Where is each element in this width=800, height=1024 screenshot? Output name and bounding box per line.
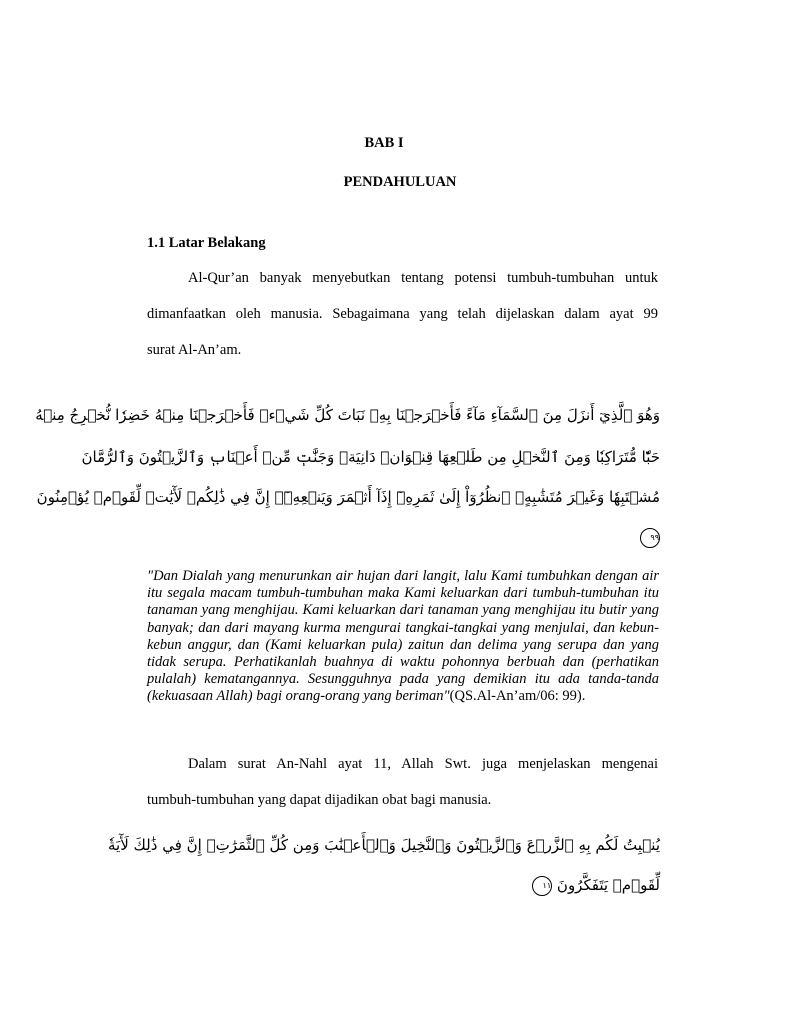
- section-heading: 1.1 Latar Belakang: [147, 235, 266, 251]
- arabic-line: يُنۢبِتُ لَكُم بِهِ ٱلزَّرۡعَ وَٱلزَّيۡتُونَ وَٱلنَّخِيلَ وَٱلۡأَعۡنَٰبَ وَمِن كُلِّ ٱلثَّمَرَٰتِۚ إِنَّ فِي ذَٰلِكَ لَأٓيَةٗ: [108, 836, 660, 854]
- ayah-number-marker: ٩٩: [640, 528, 660, 548]
- paragraph-line: Dalam surat An-Nahl ayat 11, Allah Swt. juga menjelaskan mengenai: [188, 756, 658, 772]
- arabic-line: مُشۡتَبِهٗا وَغَيۡرَ مُتَشَٰبِهٍۗ ٱنظُرُوٓاْ إِلَىٰ ثَمَرِهِۦٓ إِذَآ أَثۡمَرَ وَيَنۡعِهِۦٓۚ إِنَّ فِي ذَٰلِكُمۡ لَأٓيَٰتٖ لِّقَوۡمٖ يُؤۡمِنُونَ: [36, 488, 660, 506]
- ayah-number-marker: ١١: [532, 876, 552, 896]
- chapter-number: BAB I: [364, 135, 404, 151]
- translation-text: "Dan Dialah yang menurunkan air hujan dari langit, lalu Kami tumbuhkan dengan air itu segala macam tumbuh-tumbuhan maka Kami keluarkan dari tumbuh-tumbuhan itu tanaman yang menghijau. Kami keluarkan dari tanaman yang menghijau itu butir yang banyak; dan dari mayang kurma mengurai tangkai-tangkai yang menjulai, dan kebun-kebun anggur, dan (Kami keluarkan pula) zaitun dan delima yang serupa dan yang tidak serupa. Perhatikanlah buahnya di waktu pohonnya berbuah dan (perhatikan pulalah) kematangannya. Sesungguhnya pada yang demikian itu ada tanda-tanda (kekuasaan Allah) bagi orang-orang yang beriman": [147, 568, 659, 705]
- ayah-marker-line: [130, 520, 660, 554]
- arabic-line-text: لِّقَوۡمٖ يَتَفَكَّرُونَ: [556, 876, 660, 894]
- arabic-line: حَبّٗا مُّتَرَاكِبٗا وَمِنَ ٱلنَّخۡلِ مِن طَلۡعِهَا قِنۡوَانٞ دَانِيَةٞ وَجَنَّٰتٖ مِّنۡ أَعۡنَابٖ وَٱلزَّيۡتُونَ وَٱلرُّمَّانَ: [81, 448, 660, 466]
- paragraph-line: surat Al-An’am.: [147, 342, 242, 358]
- arabic-line-last: [130, 868, 660, 902]
- chapter-title: PENDAHULUAN: [343, 174, 457, 190]
- verse-translation: [147, 568, 659, 706]
- paragraph-line: dimanfaatkan oleh manusia. Sebagaimana yang telah dijelaskan dalam ayat 99: [147, 306, 658, 322]
- paragraph-line: Al-Qur’an banyak menyebutkan tentang potensi tumbuh-tumbuhan untuk: [188, 270, 658, 286]
- arabic-line: وَهُوَ ٱلَّذِيٓ أَنزَلَ مِنَ ٱلسَّمَآءِ مَآءً فَأَخۡرَجۡنَا بِهِۦ نَبَاتَ كُلِّ شَيۡءٖ فَأَخۡرَجۡنَا مِنۡهُ خَضِرٗا نُّخۡرِجُ مِنۡهُ: [35, 406, 660, 424]
- paragraph-line: tumbuh-tumbuhan yang dapat dijadikan obat bagi manusia.: [147, 792, 492, 808]
- translation-citation: (QS.Al-An’am/06: 99).: [449, 688, 586, 705]
